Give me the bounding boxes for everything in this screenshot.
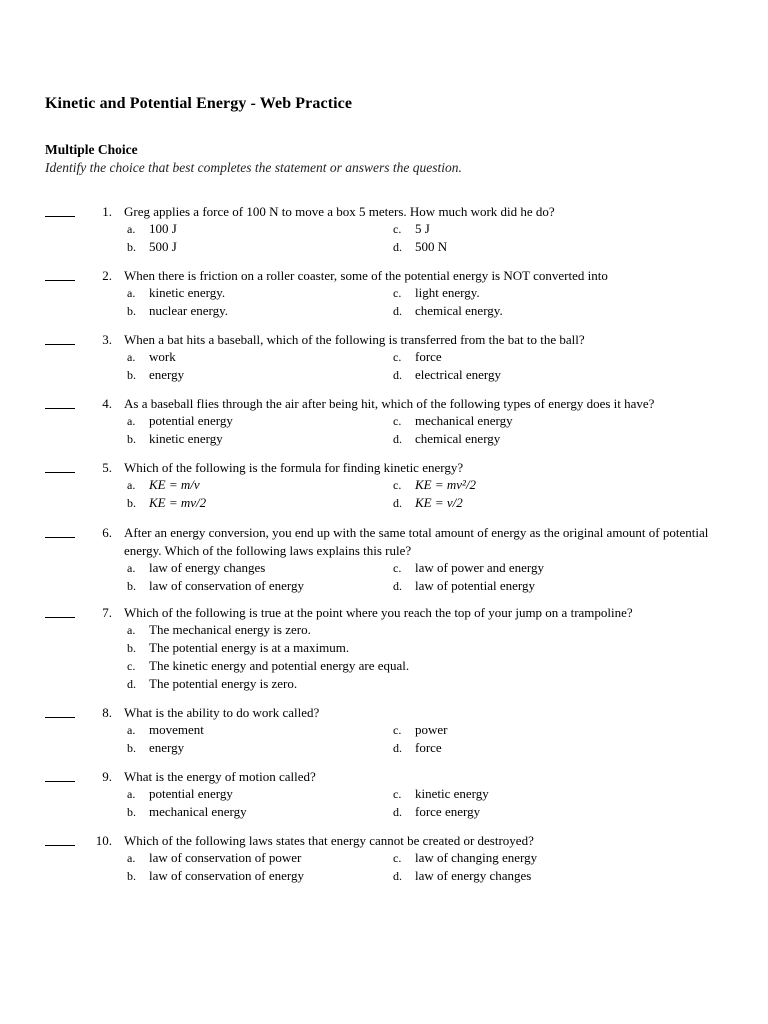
option-text: mechanical energy [415,413,513,428]
option-letter: c. [393,350,402,364]
option-text: The mechanical energy is zero. [149,622,311,637]
option-text: law of conservation of energy [149,578,304,593]
question-text: Which of the following is the formula for finding kinetic energy? [124,460,464,475]
question-number: 9. [102,769,112,784]
option-letter: a. [127,561,136,575]
instructions-text: Identify the choice that best completes the statement or answers the question. [45,160,462,175]
option-text: energy [149,367,185,382]
option-letter: a. [127,787,136,801]
option-letter: a. [127,723,136,737]
question-text: Which of the following laws states that energy cannot be created or destroyed? [124,833,534,848]
option-text: law of potential energy [415,578,535,593]
option-text: movement [149,722,204,737]
option-letter: d. [393,432,402,446]
option-text: KE = mv/2 [149,495,207,510]
option-letter: b. [127,869,136,883]
option-letter: c. [393,787,402,801]
option-letter: b. [127,641,136,655]
option-text: potential energy [149,413,233,428]
question-number: 3. [102,332,112,347]
option-letter: d. [393,304,402,318]
option-text: mechanical energy [149,804,247,819]
answer-blank[interactable] [45,216,75,217]
option-text: work [149,349,176,364]
option-text: The potential energy is at a maximum. [149,640,350,655]
option-letter: c. [127,659,136,673]
option-text: electrical energy [415,367,502,382]
option-letter: b. [127,579,136,593]
question-number: 10. [95,833,112,848]
option-letter: d. [393,368,402,382]
option-letter: d. [393,741,402,755]
option-letter: a. [127,478,136,492]
option-text: 500 J [149,239,177,254]
question-number: 5. [102,460,112,475]
option-letter: b. [127,496,136,510]
option-text: 500 N [415,239,448,254]
question-text: When a bat hits a baseball, which of the following is transferred from the bat to the ball? [124,332,585,347]
option-letter: a. [127,851,136,865]
answer-blank[interactable] [45,781,75,782]
option-text: KE = v/2 [415,495,463,510]
option-text: KE = mv²/2 [415,477,477,492]
option-letter: d. [127,677,136,691]
option-text: law of conservation of energy [149,868,304,883]
question-number: 7. [102,605,112,620]
answer-blank[interactable] [45,344,75,345]
option-text: force [415,349,442,364]
option-letter: c. [393,851,402,865]
answer-blank[interactable] [45,537,75,538]
answer-blank[interactable] [45,845,75,846]
option-letter: c. [393,723,402,737]
option-letter: c. [393,414,402,428]
option-text: law of conservation of power [149,850,302,865]
option-text: chemical energy [415,431,501,446]
option-letter: c. [393,222,402,236]
option-letter: b. [127,304,136,318]
section-heading: Multiple Choice [45,142,138,157]
option-text: kinetic energy. [149,285,226,300]
option-text: law of power and energy [415,560,544,575]
answer-blank[interactable] [45,717,75,718]
option-letter: a. [127,286,136,300]
option-text: energy [149,740,185,755]
option-letter: b. [127,805,136,819]
answer-blank[interactable] [45,472,75,473]
question-text: After an energy conversion, you end up with the same total amount of energy as the original amount of potential energy. Which of the following laws explains this rule? [124,525,709,558]
question-text: What is the ability to do work called? [124,705,320,720]
question-text: When there is friction on a roller coaster, some of the potential energy is NOT converted into [124,268,608,283]
option-text: potential energy [149,786,233,801]
option-text: 5 J [415,221,430,236]
option-letter: d. [393,805,402,819]
option-text: force [415,740,442,755]
option-letter: d. [393,869,402,883]
option-text: nuclear energy. [149,303,229,318]
option-letter: b. [127,741,136,755]
option-letter: a. [127,414,136,428]
option-letter: d. [393,240,402,254]
question-text: Greg applies a force of 100 N to move a box 5 meters. How much work did he do? [124,204,555,219]
option-text: kinetic energy [149,431,223,446]
answer-blank[interactable] [45,408,75,409]
option-letter: d. [393,496,402,510]
option-text: chemical energy. [415,303,503,318]
option-text: law of energy changes [149,560,266,575]
option-text: light energy. [415,285,480,300]
answer-blank[interactable] [45,280,75,281]
question-number: 2. [102,268,112,283]
option-letter: b. [127,240,136,254]
question-number: 8. [102,705,112,720]
option-text: 100 J [149,221,177,236]
answer-blank[interactable] [45,617,75,618]
question-number: 1. [102,204,112,219]
question-number: 4. [102,396,112,411]
question-text: As a baseball flies through the air after being hit, which of the following types of energy does it have? [124,396,655,411]
option-letter: b. [127,368,136,382]
question-number: 6. [102,525,112,540]
option-text: kinetic energy [415,786,489,801]
option-text: law of changing energy [415,850,538,865]
option-letter: a. [127,350,136,364]
option-letter: c. [393,561,402,575]
option-letter: a. [127,222,136,236]
option-letter: a. [127,623,136,637]
option-text: KE = m/v [149,477,200,492]
option-text: power [415,722,448,737]
option-text: force energy [415,804,481,819]
option-text: The kinetic energy and potential energy are equal. [149,658,410,673]
question-text: What is the energy of motion called? [124,769,316,784]
option-letter: c. [393,478,402,492]
question-text: Which of the following is true at the point where you reach the top of your jump on a trampoline? [124,605,633,620]
option-letter: b. [127,432,136,446]
option-text: The potential energy is zero. [149,676,298,691]
option-text: law of energy changes [415,868,532,883]
page-title: Kinetic and Potential Energy - Web Practice [45,95,353,112]
option-letter: c. [393,286,402,300]
option-letter: d. [393,579,402,593]
